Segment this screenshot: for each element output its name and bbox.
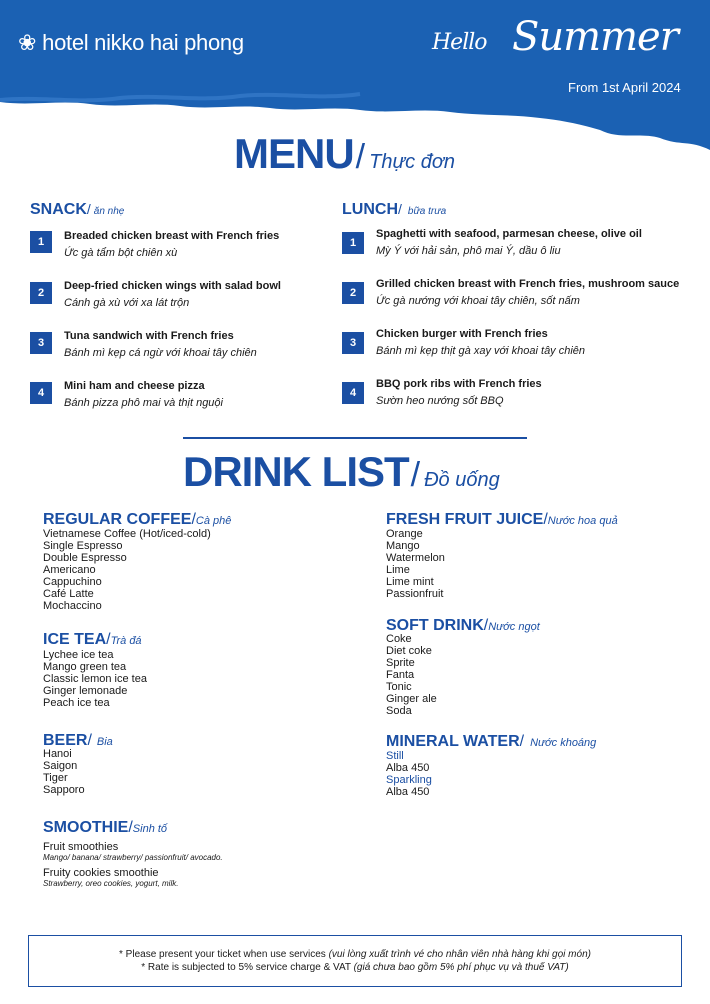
category-slash: / — [543, 511, 548, 528]
smoothie-list — [43, 841, 223, 889]
list-item: Hanoi — [43, 748, 72, 760]
list-item: Ginger ale — [386, 693, 437, 705]
title-slash: / — [355, 138, 366, 176]
item-number: 3 — [342, 332, 364, 354]
mineral-water-heading — [386, 733, 596, 751]
brand-name: hotel nikko hai phong — [42, 30, 244, 55]
lunch-slash: / — [398, 201, 402, 217]
list-item: Vietnamese Coffee (Hot/iced-cold) — [43, 528, 211, 540]
item-name: Deep-fried chicken wings with salad bowl — [64, 280, 281, 292]
lunch-heading — [342, 201, 446, 219]
soft-drink-list — [386, 633, 437, 717]
category-title: SOFT DRINK — [386, 617, 484, 634]
category-slash: / — [519, 733, 525, 750]
summer-text: Summer — [512, 14, 678, 60]
category-title: ICE TEA — [43, 631, 107, 648]
hello-text: Hello — [432, 30, 487, 55]
list-item: Lime mint — [386, 576, 434, 588]
footer-line-1-vi: (vui lòng xuất trình vé cho nhân viên nhà hàng khi gọi món) — [328, 949, 591, 960]
item-note: Strawberry, oreo cookies, yogurt, milk. — [43, 879, 179, 888]
list-item: Sprite — [386, 657, 415, 669]
item-number: 3 — [30, 332, 52, 354]
item-name-vi: Sườn heo nướng sốt BBQ — [376, 395, 504, 407]
category-subtitle: Sinh tố — [132, 823, 168, 835]
category-slash: / — [483, 617, 489, 634]
list-item: Mochaccino — [43, 600, 102, 612]
list-item: Diet coke — [386, 645, 432, 657]
list-item: Sapporo — [43, 784, 85, 796]
item-name-vi: Bánh mì kẹp thịt gà xay với khoai tây chiên — [376, 345, 586, 357]
list-item: Saigon — [43, 760, 78, 772]
snack-subtitle: ăn nhẹ — [93, 206, 125, 217]
beer-list — [43, 748, 85, 796]
list-item: Alba 450 — [386, 786, 430, 798]
category-subtitle: Trà đá — [110, 635, 142, 647]
item-name-vi: Ức gà tẩm bột chiên xù — [64, 247, 178, 259]
list-item: Lychee ice tea — [43, 649, 114, 661]
list-item: Passionfruit — [386, 588, 444, 600]
category-subtitle: Nước ngọt — [488, 621, 540, 633]
list-item: Orange — [386, 528, 423, 540]
regular-coffee-list — [43, 528, 211, 612]
item-name-vi: Cánh gà xù với xa lát trộn — [64, 297, 190, 309]
item-number: 2 — [342, 282, 364, 304]
menu-title — [234, 130, 455, 178]
item-name-vi: Ức gà nướng với khoai tây chiên, sốt nấm — [376, 295, 580, 307]
list-item: Single Espresso — [43, 540, 123, 552]
category-subtitle: Nước khoáng — [530, 737, 597, 749]
item-name: Tuna sandwich with French fries — [64, 330, 234, 342]
list-item: Fruit smoothies — [43, 841, 119, 853]
item-name: Spaghetti with seafood, parmesan cheese, olive oil — [376, 228, 642, 240]
item-number: 2 — [30, 282, 52, 304]
sparkling-label: Sparkling — [386, 774, 432, 786]
category-title: FRESH FRUIT JUICE — [386, 511, 544, 528]
list-item: Mango green tea — [43, 661, 127, 673]
snack-slash: / — [86, 201, 91, 217]
ice-tea-list — [43, 649, 147, 709]
list-item: Alba 450 — [386, 762, 430, 774]
smoothie-heading — [43, 819, 167, 837]
list-item: Tiger — [43, 772, 68, 784]
list-item: Soda — [386, 705, 412, 717]
flower-logo-icon: ❀ — [18, 30, 37, 55]
item-number: 4 — [342, 382, 364, 404]
title-slash: / — [410, 456, 421, 494]
list-item: Ginger lemonade — [43, 685, 128, 697]
item-number: 1 — [342, 232, 364, 254]
menu-subheading: Thực đơn — [369, 151, 456, 173]
list-item: Americano — [43, 564, 96, 576]
fresh-fruit-juice-list — [386, 528, 445, 600]
list-item: Cappuchino — [43, 576, 102, 588]
list-item: Fanta — [386, 669, 415, 681]
from-date: From 1st April 2024 — [568, 80, 681, 95]
list-item: Tonic — [386, 681, 412, 693]
list-item: Classic lemon ice tea — [43, 673, 147, 685]
category-title: SMOOTHIE — [43, 819, 129, 836]
fresh-fruit-juice-heading — [386, 511, 618, 529]
item-name: Grilled chicken breast with French fries, mushroom sauce — [376, 278, 680, 290]
category-slash: / — [128, 819, 133, 836]
category-slash: / — [191, 511, 196, 528]
drink-list-heading: DRINK LIST — [183, 448, 409, 495]
list-item: Coke — [386, 633, 412, 645]
footer-note-box — [28, 935, 682, 987]
mineral-water-list — [386, 750, 432, 798]
category-slash: / — [87, 732, 92, 749]
item-name-vi: Bánh pizza phô mai và thịt nguội — [64, 397, 223, 409]
category-subtitle: Cà phê — [195, 515, 232, 527]
footer-line-2 — [141, 961, 569, 974]
item-name: BBQ pork ribs with French fries — [376, 378, 542, 390]
hotel-logo — [18, 30, 244, 56]
list-item: Double Espresso — [43, 552, 127, 564]
snack-title: SNACK — [30, 201, 87, 218]
category-subtitle: Nước hoa quả — [547, 515, 618, 527]
ice-tea-heading — [43, 631, 142, 649]
item-name: Breaded chicken breast with French fries — [64, 230, 280, 242]
list-item: Café Latte — [43, 588, 94, 600]
lunch-title: LUNCH — [342, 201, 398, 218]
header-banner — [0, 0, 710, 150]
footer-line-1-en: * Please present your ticket when use services — [119, 949, 326, 960]
item-number: 4 — [30, 382, 52, 404]
regular-coffee-heading — [43, 511, 231, 529]
item-name-vi: Bánh mì kẹp cá ngừ với khoai tây chiên — [64, 347, 257, 359]
drink-list-title — [183, 448, 500, 496]
category-subtitle: Bia — [96, 736, 113, 748]
category-title: BEER — [43, 732, 88, 749]
category-slash: / — [106, 631, 111, 648]
item-number: 1 — [30, 231, 52, 253]
snack-heading — [30, 201, 124, 219]
list-item: Peach ice tea — [43, 697, 110, 709]
category-title: MINERAL WATER — [386, 733, 520, 750]
category-title: REGULAR COFFEE — [43, 511, 192, 528]
list-item: Lime — [386, 564, 410, 576]
drink-list-subheading: Đồ uống — [424, 469, 500, 491]
item-name: Mini ham and cheese pizza — [64, 380, 205, 392]
still-label: Still — [386, 750, 404, 762]
item-note: Mango/ banana/ strawberry/ passionfruit/ avocado. — [43, 853, 223, 862]
footer-line-1 — [119, 948, 591, 961]
menu-heading: MENU — [234, 130, 354, 177]
item-name: Chicken burger with French fries — [376, 328, 548, 340]
lunch-subtitle: bữa trưa — [407, 206, 447, 217]
list-item: Watermelon — [386, 552, 445, 564]
list-item: Fruity cookies smoothie — [43, 867, 159, 879]
list-item: Mango — [386, 540, 420, 552]
footer-line-2-en: * Rate is subjected to 5% service charge & VAT — [141, 962, 351, 973]
footer-line-2-vi: (giá chưa bao gồm 5% phí phục vụ và thuế VAT) — [353, 962, 569, 973]
item-name-vi: Mỳ Ý với hải sản, phô mai Ý, dầu ô liu — [376, 245, 561, 257]
section-divider — [183, 437, 527, 439]
